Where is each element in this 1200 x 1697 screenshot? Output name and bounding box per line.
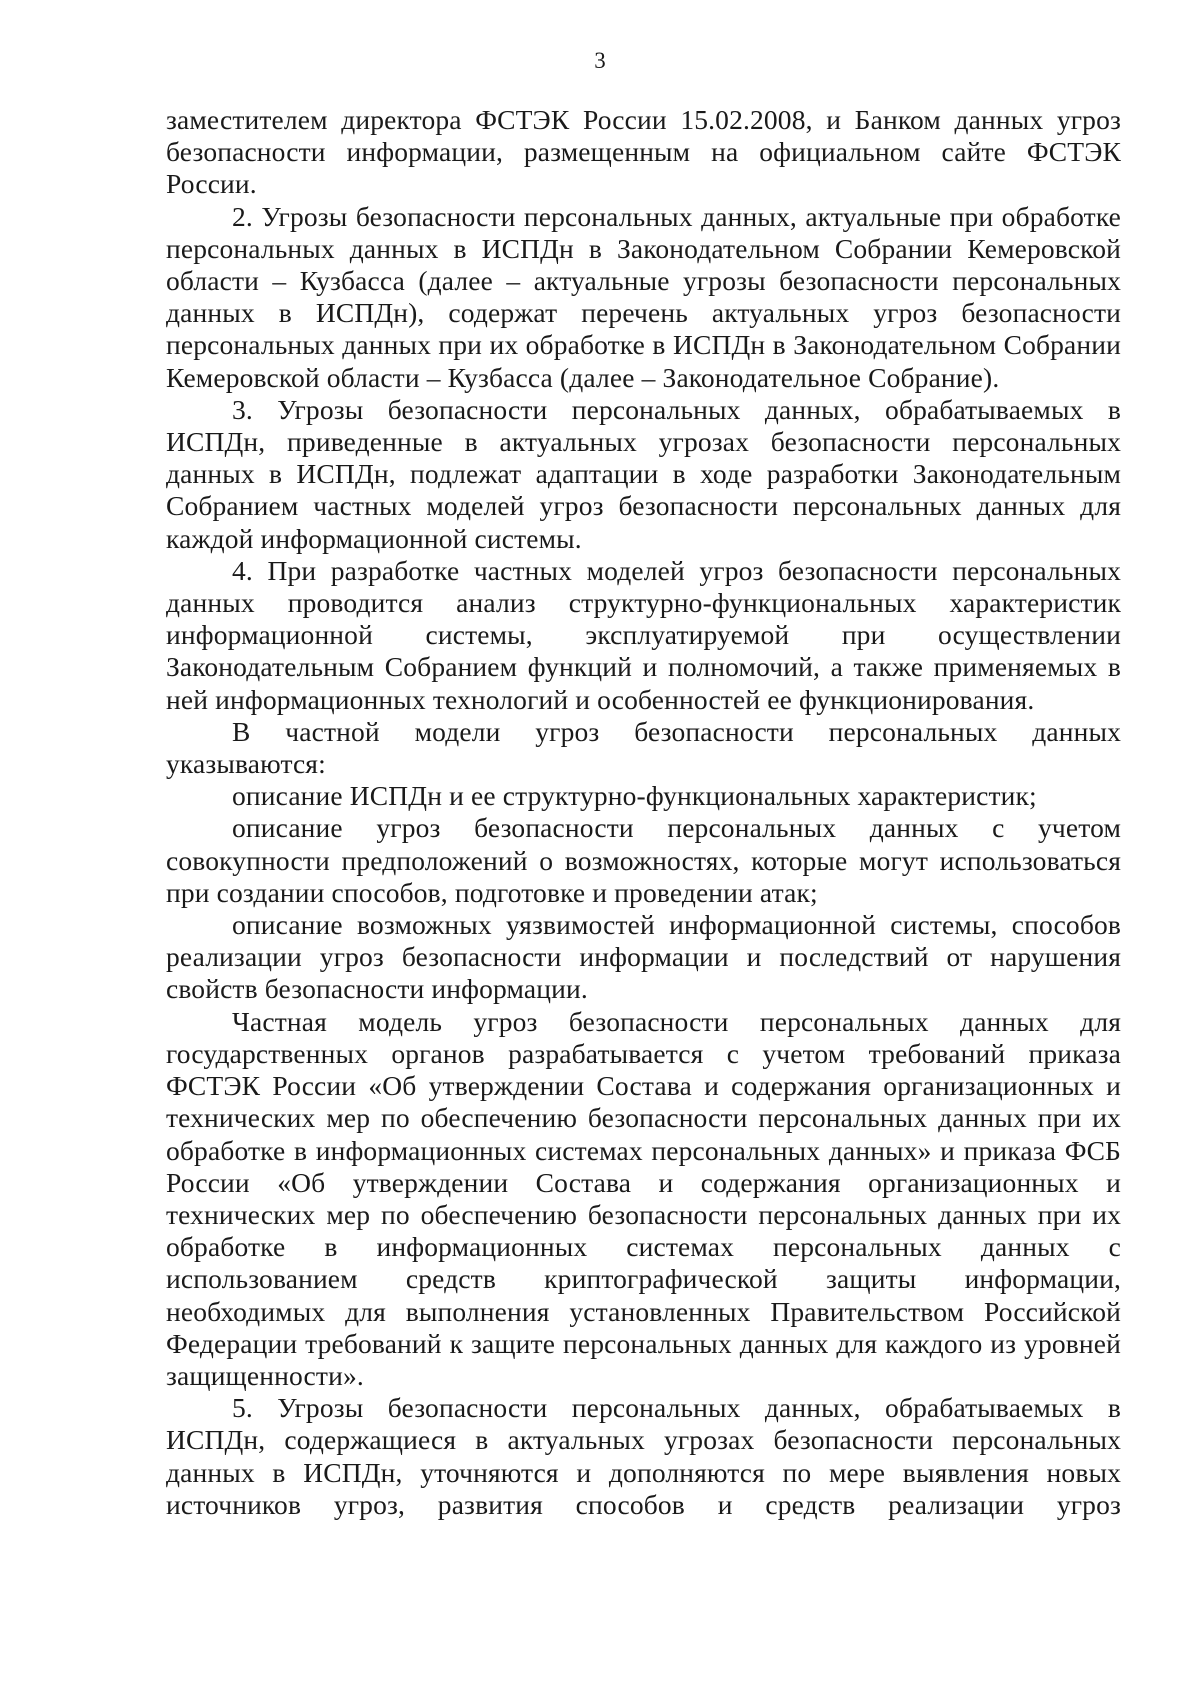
paragraph-item-3: 3. Угрозы безопасности персональных данных, обрабатываемых в ИСПДн, приведенные в актуальных угрозах безопасности персональных данных в ИСПДн, подлежат адаптации в ходе разработки Законодательным Собранием частных моделей угроз безопасности персональных данных для каждой информационной системы. [166,393,1121,554]
paragraph-list-item-1: описание ИСПДн и ее структурно-функциональных характеристик; [232,780,1037,812]
paragraph-list-item-3: описание возможных уязвимостей информационной системы, способов реализации угроз безопасности информации и последствий от нарушения свойств безопасности информации. [166,909,1121,1005]
paragraph-continuation: заместителем директора ФСТЭК России 15.02.2008, и Банком данных угроз безопасности информации, размещенным на официальном сайте ФСТЭК России. [166,104,1121,200]
paragraph-list-item-2: описание угроз безопасности персональных данных с учетом совокупности предположений о возможностях, которые могут использоваться при создании способов, подготовке и проведении атак; [166,812,1121,908]
paragraph-model-intro: В частной модели угроз безопасности персональных данных указываются: [166,715,1121,780]
paragraph-item-2: 2. Угрозы безопасности персональных данных, актуальные при обработке персональных данных в ИСПДн в Законодательном Собрании Кемеровской области – Кузбасса (далее – актуальные угрозы безопасности персональных данных в ИСПДн), содержат перечень актуальных угроз безопасности персональных данных при их обработке в ИСПДн в Законодательном Собрании Кемеровской области – Кузбасса (далее – Законодательное Собрание). [166,200,1121,393]
page-number: 3 [594,48,606,73]
document-body [166,104,1121,1521]
paragraph-item-5: 5. Угрозы безопасности персональных данных, обрабатываемых в ИСПДн, содержащиеся в актуальных угрозах безопасности персональных данных в ИСПДн, уточняются и дополняются по мере выявления новых источников угроз, развития способов и средств реализации угроз [166,1392,1121,1520]
paragraph-private-model: Частная модель угроз безопасности персональных данных для государственных органов разрабатывается с учетом требований приказа ФСТЭК России «Об утверждении Состава и содержания организационных и технических мер по обеспечению безопасности персональных данных при их обработке в информационных системах персональных данных» и приказа ФСБ России «Об утверждении Состава и содержания организационных и технических мер по обеспечению безопасности персональных данных при их обработке в информационных системах персональных данных с использованием средств криптографической защиты информации, необходимых для выполнения установленных Правительством Российской Федерации требований к защите персональных данных для каждого из уровней защищенности». [166,1005,1121,1391]
paragraph-item-4: 4. При разработке частных моделей угроз безопасности персональных данных проводится анализ структурно-функциональных характеристик информационной системы, эксплуатируемой при осуществлении Законодательным Собранием функций и полномочий, а также применяемых в ней информационных технологий и особенностей ее функционирования. [166,554,1121,715]
